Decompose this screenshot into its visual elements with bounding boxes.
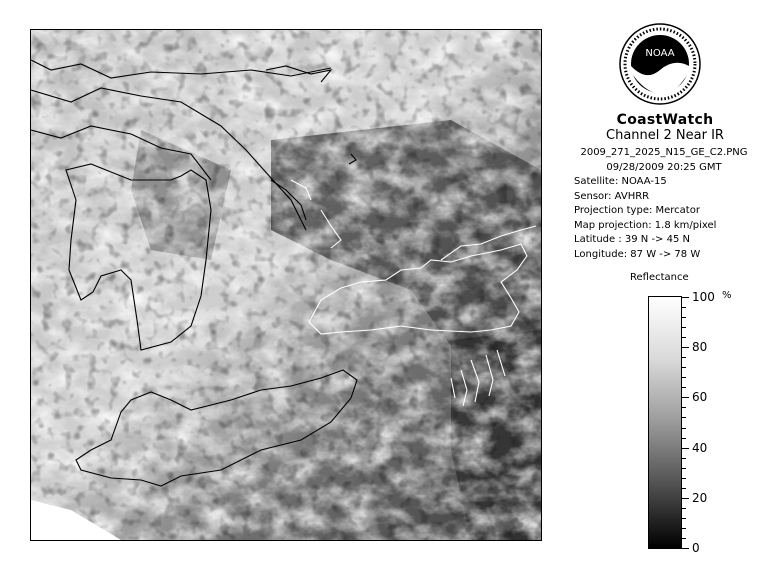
colorbar-tick — [682, 488, 686, 489]
colorbar-tick — [682, 518, 686, 519]
datetime-label: 09/28/2009 20:25 GMT — [606, 161, 722, 173]
colorbar-title: Reflectance — [630, 272, 689, 283]
colorbar-tick — [682, 478, 686, 479]
satellite-image — [30, 29, 542, 541]
colorbar-tick-label: 80 — [692, 340, 708, 354]
colorbar-unit: % — [722, 290, 732, 301]
colorbar — [648, 296, 682, 549]
colorbar-tick — [682, 417, 686, 418]
colorbar-tick — [682, 337, 686, 338]
colorbar-tick — [682, 528, 686, 529]
colorbar-tick — [682, 407, 686, 408]
satellite-label: Satellite: NOAA-15 — [574, 176, 667, 187]
projection-type-label: Projection type: Mercator — [574, 205, 700, 216]
channel-label: Channel 2 Near IR — [606, 128, 724, 143]
latitude-label: Latitude : 39 N -> 45 N — [574, 234, 690, 245]
colorbar-tick — [682, 387, 686, 388]
colorbar-tick — [682, 347, 689, 348]
noaa-logo-icon — [618, 22, 702, 106]
colorbar-tick — [682, 458, 686, 459]
colorbar-tick — [682, 317, 686, 318]
colorbar-tick — [682, 448, 689, 449]
colorbar-tick — [682, 538, 686, 539]
satellite-image-canvas — [31, 30, 541, 540]
colorbar-ticks — [682, 290, 742, 555]
colorbar-tick — [682, 468, 686, 469]
colorbar-tick — [682, 327, 686, 328]
map-projection-label: Map projection: 1.8 km/pixel — [574, 219, 717, 231]
colorbar-tick — [682, 307, 686, 308]
noaa-logo — [618, 22, 702, 106]
colorbar-tick-label: 40 — [692, 441, 708, 455]
filename-label: 2009_271_2025_N15_GE_C2.PNG — [580, 147, 748, 158]
sensor-label: Sensor: AVHRR — [574, 190, 650, 202]
colorbar-tick — [682, 548, 689, 549]
colorbar-tick-label: 20 — [692, 491, 708, 505]
colorbar-tick — [682, 508, 686, 509]
colorbar-tick — [682, 367, 686, 368]
noaa-logo-text: NOAA — [645, 48, 675, 59]
longitude-label: Longitude: 87 W -> 78 W — [574, 248, 701, 260]
colorbar-tick-label: 0 — [692, 541, 700, 555]
image-metadata — [574, 146, 774, 262]
colorbar-tick — [682, 377, 686, 378]
colorbar-tick — [682, 357, 686, 358]
colorbar-tick — [682, 438, 686, 439]
brand-title: CoastWatch — [616, 112, 714, 128]
colorbar-tick — [682, 297, 689, 298]
colorbar-tick-label: 100 — [692, 290, 715, 304]
colorbar-tick — [682, 397, 689, 398]
colorbar-tick — [682, 428, 686, 429]
colorbar-tick-label: 60 — [692, 390, 708, 404]
colorbar-tick — [682, 498, 689, 499]
